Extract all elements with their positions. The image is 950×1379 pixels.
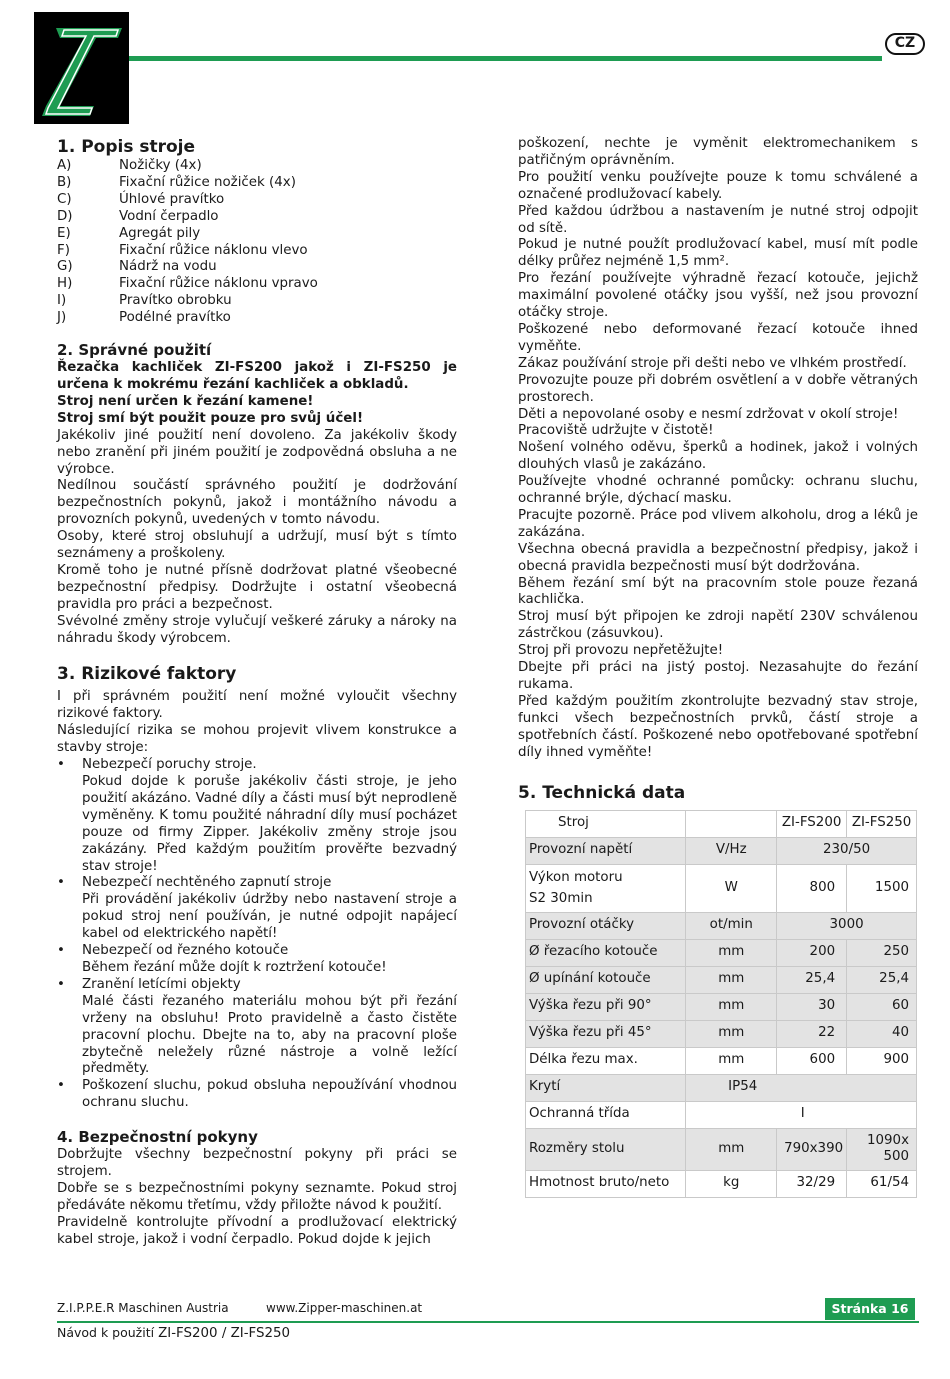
part-label: Agregát pily (119, 225, 201, 241)
table-cell: 60 (847, 993, 917, 1020)
table-cell: I (686, 1101, 917, 1128)
paragraph: Děti a nepovolané osoby e nesmí zdržovat v okolí stroje! (518, 406, 899, 422)
table-cell: 200 (777, 939, 847, 966)
table-cell: 1500 (847, 864, 917, 912)
table-row (526, 966, 917, 993)
paragraph: Dobře se s bezpečnostními pokyny seznamte. Pokud stroj předáváte někomu třetímu, vždy přiložte návod k použití. (57, 1180, 457, 1213)
risk-text: Během řezání může dojít k roztržení kotouče! (82, 959, 387, 975)
cell-line: 1090x (866, 1133, 909, 1149)
page-number-badge: Stránka 16 (825, 1298, 915, 1320)
part-label: Pravítko obrobku (119, 293, 232, 309)
table-cell: Rozměry stolu (526, 1128, 686, 1170)
table-row (526, 1101, 917, 1128)
paragraph: Před každou údržbou a nastavením je nutné stroj odpojit od sítě. (518, 203, 918, 236)
part-letter: D) (57, 208, 73, 224)
part-letter: E) (57, 225, 71, 241)
right-column (518, 136, 918, 1198)
part-label: Fixační růžice náklonu vlevo (119, 242, 308, 258)
paragraph: Dbejte při práci na jistý postoj. Nezasahujte do řezání rukama. (518, 660, 918, 692)
paragraph: Dobržujte všechny bezpečnostní pokyny při práci se strojem. (57, 1147, 457, 1180)
part-letter: A) (57, 158, 72, 173)
table-cell (526, 864, 686, 912)
paragraph: Pracujte pozorně. Práce pod vlivem alkoholu, drog a léků je zakázána. (518, 507, 918, 540)
table-row (526, 939, 917, 966)
table-cell (686, 810, 777, 837)
paragraph: Jakékoliv jiné použití není dovoleno. Za jakékoliv škody nebo zranění při jiném použití je zodpovědná obsluha a ne výrobce. (57, 427, 457, 477)
footer-manual (57, 1325, 290, 1341)
table-cell: 600 (777, 1047, 847, 1074)
list-item (57, 977, 457, 1078)
part-letter: I) (57, 293, 67, 309)
part-label: Nádrž na vodu (119, 259, 217, 275)
section3-title: 3. Rizikové faktory (57, 664, 237, 685)
table-row (526, 1020, 917, 1047)
paragraph: Pravidelně kontrolujte přívodní a prodlužovací elektrický kabel stroje, jakož i vodní čerpadlo. Pokud dojde k jejich (57, 1214, 457, 1247)
table-cell: mm (686, 1047, 777, 1074)
table-cell: mm (686, 939, 777, 966)
list-item (57, 259, 457, 276)
list-item (57, 175, 457, 192)
manual-model: ZI-FS200 / ZI-FS250 (158, 1326, 291, 1341)
footer-company: Z.I.P.P.E.R Maschinen Austria (57, 1301, 229, 1315)
table-cell: Délka řezu max. (526, 1047, 686, 1074)
paragraph: Stroj musí být připojen ke zdroji napětí 230V schválenou zástrčkou (zásuvkou). (518, 609, 918, 642)
table-row (526, 1047, 917, 1074)
table-cell: 61/54 (847, 1170, 917, 1197)
table-cell: V/Hz (686, 837, 777, 864)
manual-prefix: Návod k použití (57, 1325, 155, 1340)
paragraph: Nedílnou součástí správného použití je dodržování bezpečnostních pokynů, jakož i montážního návodu a provozních pokynů, uvedených v tomto návodu. (57, 478, 457, 528)
table-cell: 250 (847, 939, 917, 966)
part-letter: B) (57, 174, 72, 190)
table-cell: Provozní napětí (526, 837, 686, 864)
list-item (57, 943, 457, 977)
table-row (526, 810, 917, 837)
part-label: Fixační růžice náklonu vpravo (119, 276, 318, 292)
cell-line: S2 30min (529, 891, 593, 907)
table-cell: 900 (847, 1047, 917, 1074)
part-letter: F) (57, 242, 70, 258)
table-row (526, 837, 917, 864)
table-cell: 40 (847, 1020, 917, 1047)
paragraph: Pro použití venku používejte pouze k tomu schválené a označené prodlužovací kabely. (518, 169, 918, 202)
table-cell: Ochranná třída (526, 1101, 686, 1128)
part-label: Fixační růžice nožiček (4x) (119, 174, 296, 190)
paragraph: Zákaz používání stroje při dešti nebo ve vlhkém prostředí. (518, 355, 907, 371)
footer-url[interactable]: www.Zipper-maschinen.at (266, 1301, 423, 1315)
risk-text: Pokud dojde k poruše jakékoliv části stroje, je jeho použití akázáno. Vadné díly a části musí být neprodleně vyměněny. K tomu použité náhradní díly musí pocházet pouze od firmy Zipper. Jakékoliv změny stroje jsou zakázány. Před každým použitím prověřte bezvadný stav stroje! (82, 774, 457, 874)
cell-line: Výkon motoru (529, 870, 623, 886)
table-cell: ot/min (686, 912, 777, 939)
footer-rule (57, 1321, 919, 1323)
table-cell: IP54 (686, 1074, 917, 1101)
list-item (57, 226, 457, 243)
paragraph: Během řezání smí být na pracovním stole pouze řezaná kachlička. (518, 575, 918, 608)
header-rule (129, 56, 882, 61)
table-cell: Výška řezu při 90° (526, 993, 686, 1020)
paragraph: Svévolné změny stroje vylučují veškeré záruky a nároky na náhradu škody výrobcem. (57, 613, 457, 646)
table-row (526, 1128, 917, 1170)
part-label: Vodní čerpadlo (119, 208, 219, 224)
list-item (57, 243, 457, 260)
table-cell: 800 (777, 864, 847, 912)
table-cell: 30 (777, 993, 847, 1020)
left-column (57, 136, 457, 1249)
zipper-logo (34, 12, 129, 124)
list-item (57, 192, 457, 209)
paragraph: Provozujte pouze při dobrém osvětlení a v dobře větraných prostorech. (518, 372, 918, 405)
table-cell: 230/50 (777, 837, 917, 864)
risk-title: • Zranění letícími objekty (82, 976, 241, 992)
paragraph: Stroj při provozu nepřetěžujte! (518, 643, 724, 659)
risk-title: • Nebezpečí poruchy stroje. (82, 757, 257, 773)
intended-use-statement: Řezačka kachliček ZI-FS200 jakož i ZI-FS250 je určena k mokrému řezání kachliček a obkladů. (57, 360, 457, 392)
list-item (57, 293, 457, 310)
paragraph: Poškozené nebo deformované řezací kotouče ihned vyměňte. (518, 321, 918, 354)
table-row (526, 1074, 917, 1101)
list-item (57, 209, 457, 226)
paragraph: Pracoviště udržujte v čistotě! (518, 423, 714, 439)
table-cell: Ø řezacího kotouče (526, 939, 686, 966)
technical-data-table (525, 810, 917, 1198)
section2-title: 2. Správné použití (57, 341, 212, 360)
paragraph: Před každým použitím zkontrolujte bezvadný stav stroje, funkci všech bezpečnostních prvků, částí stroje a spotřebních částí. Poškozené nebo opotřebované spotřební díly ihned vyměňte! (518, 693, 918, 760)
table-row (526, 864, 917, 912)
table-row (526, 912, 917, 939)
table-cell: 32/29 (777, 1170, 847, 1197)
table-cell: Ø upínání kotouče (526, 966, 686, 993)
paragraph: Kromě toho je nutné přísně dodržovat platné všeobecné bezpečnostní předpisy. Dodržujte i ostatní všeobecná pravidla pro práci a bezpečnost. (57, 562, 457, 612)
paragraph: Pro řezání používejte výhradně řezací kotouče, jejichž maximální povolené otáčky jsou vyšší, než jsou provozní otáčky stroje. (518, 271, 918, 321)
paragraph: poškození, nechte je vyměnit elektromechanikem s patřičným oprávněním. (518, 136, 918, 168)
list-item (57, 310, 457, 327)
language-badge: CZ (885, 33, 925, 55)
risk-title: • Nebezpečí od řezného kotouče (82, 943, 289, 959)
section1-title: 1. Popis stroje (57, 137, 196, 157)
logo-z-icon (34, 12, 129, 124)
parts-list (57, 158, 457, 327)
list-item (57, 875, 457, 943)
table-cell: mm (686, 966, 777, 993)
risk-text: Malé části řezaného materiálu mohou být při řezání vrženy na obsluhu! Proto pravidelně a často čistěte pracovní plochu. Dbejte na to, aby na pracovní ploše zbytečně neležely různé nástroje a volně ležící předměty. (82, 993, 457, 1077)
purpose-warning: Stroj smí být použit pouze pro svůj účel! (57, 410, 364, 426)
table-cell: Krytí (526, 1074, 686, 1101)
paragraph: Používejte vhodné ochranné pomůcky: ochranu sluchu, ochranné brýle, dýchací masku. (518, 474, 918, 507)
table-cell: 22 (777, 1020, 847, 1047)
paragraph: Osoby, které stroj obsluhují a udržují, musí být s tímto seznámeny a proškoleny. (57, 529, 457, 562)
section4-title: 4. Bezpečnostní pokyny (57, 1128, 258, 1147)
table-cell: 25,4 (847, 966, 917, 993)
table-cell: mm (686, 1020, 777, 1047)
table-cell: mm (686, 993, 777, 1020)
table-cell: 790x390 (777, 1128, 847, 1170)
table-cell: mm (686, 1128, 777, 1170)
table-cell: Stroj (526, 810, 686, 837)
table-cell: Provozní otáčky (526, 912, 686, 939)
part-label: Úhlové pravítko (119, 191, 225, 207)
part-letter: G) (57, 259, 73, 275)
paragraph: Následující rizika se mohou projevit vlivem konstrukce a stavby stroje: (57, 723, 457, 756)
section5-title: 5. Technická data (518, 782, 686, 803)
risk-text: Při provádění jakékoliv údržby nebo nastavení stroje a pokud stroj není používán, je nutné odpojit napájecí kabel od elektrického napětí! (82, 892, 457, 942)
cell-line: 500 (883, 1149, 909, 1165)
paragraph: I při správném použití není možné vyloučit všechny rizikové faktory. (57, 689, 457, 722)
paragraph: Nošení volného oděvu, šperků a hodinek, jakož i volných dlouhých vlasů je zakázáno. (518, 440, 918, 473)
table-cell: ZI-FS250 (847, 810, 917, 837)
table-cell: Hmotnost bruto/neto (526, 1170, 686, 1197)
stone-warning: Stroj není určen k řezání kamene! (57, 393, 314, 409)
table-row (526, 1170, 917, 1197)
paragraph: Všechna obecná pravidla a bezpečnostní předpisy, jakož i obecná pravidla bezpečnosti musí být dodržována. (518, 541, 918, 574)
risk-title: • Poškození sluchu, pokud obsluha nepoužívání vhodnou ochranu sluchu. (82, 1078, 457, 1111)
part-letter: J) (57, 310, 67, 326)
risk-title: • Nebezpečí nechtěného zapnutí stroje (82, 875, 332, 891)
risk-list (57, 757, 457, 1112)
list-item (57, 757, 457, 875)
list-item (57, 1078, 457, 1112)
list-item (57, 276, 457, 293)
part-letter: H) (57, 276, 73, 292)
table-row (526, 993, 917, 1020)
list-item (57, 158, 457, 175)
table-cell: kg (686, 1170, 777, 1197)
paragraph: Pokud je nutné použít prodlužovací kabel, musí mít podle délky průřez nejméně 1,5 mm². (518, 237, 918, 270)
part-letter: C) (57, 191, 72, 207)
part-label: Nožičky (4x) (119, 158, 202, 173)
table-cell (847, 1128, 917, 1170)
table-cell: ZI-FS200 (777, 810, 847, 837)
table-cell: 25,4 (777, 966, 847, 993)
table-cell: Výška řezu při 45° (526, 1020, 686, 1047)
table-cell: W (686, 864, 777, 912)
part-label: Podélné pravítko (119, 310, 231, 326)
table-cell: 3000 (777, 912, 917, 939)
